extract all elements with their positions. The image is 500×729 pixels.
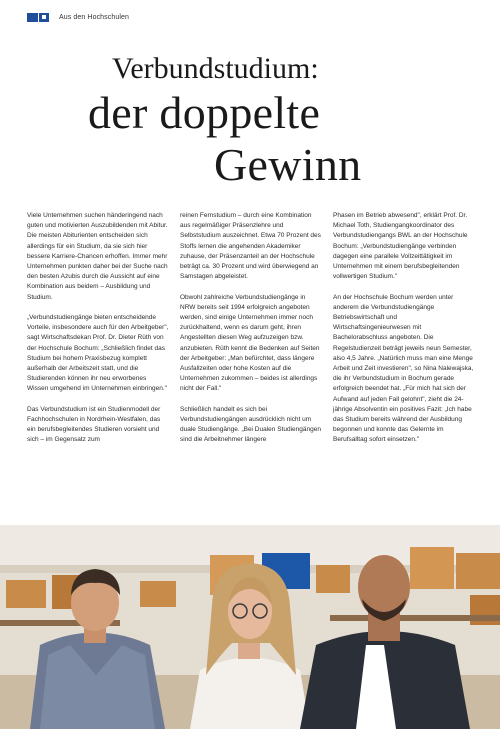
article-title [0, 52, 500, 192]
paragraph: „Verbundstudiengänge bieten entscheidende Vorteile, insbesondere auch für den Arbeitgeber", sagt Wirtschaftsdekan Prof. Dr. Dieter Rüth von der Hochschule Bochum: „Schließlich findet das Studium bei hohem Praxisbezug komplett außerhalb der Arbeitszeit statt, und die Studierenden können ihr neu erworbenes Wissen umgehend im Unternehmen einbringen." [27, 314, 169, 393]
photo-illustration [0, 525, 500, 729]
text-column-3 [333, 211, 475, 456]
paragraph: Obwohl zahlreiche Verbundstudiengänge in NRW bereits seit 1994 erfolgreich angeboten werden, sind einige Unternehmen immer noch zurückhaltend, wenn es darum geht, ihren Angestellten diesen Weg aufzuzeigen bzw. anzubieten. Rüth kennt die Bedenken auf Seiten der Arbeitgeber: „Man befürchtet, dass längere Ausfallzeiten oder hohe Kosten auf die Unternehmen zukommen – beides ist allerdings nicht der Fall." [180, 293, 320, 393]
text-column-1 [27, 211, 169, 456]
title-line-3: Gewinn [214, 139, 362, 190]
paragraph: Schließlich handelt es sich bei Verbundstudiengängen ausdrücklich nicht um duale Studiengänge. „Bei Dualen Studiengängen sind die Arbeitnehmer längere [180, 405, 321, 444]
page-header [27, 10, 129, 24]
title-line-2: der doppelte [88, 87, 321, 138]
paragraph: An der Hochschule Bochum werden unter anderem die Verbundstudiengänge Betriebswirtschaft und Wirtschaftsingenieurwesen mit Bachelorabschluss angeboten. Die Regelstudienzeit beträgt jeweils neun Semester, also 4,5 Jahre. „Natürlich muss man eine Menge Arbeit und Zeit investieren", so Nina Nalewajska, die ihr Verbundstudium in Bochum gerade erfolgreich beendet hat. „Für mich hat sich der Aufwand auf jeden Fall gelohnt", zieht die 24-jährige Absolventin ein positives Fazit: „Ich habe das Studium bereits während der Ausbildung begonnen und konnte das Gelernte im Berufsalltag sofort einsetzen." [333, 293, 474, 444]
classroom-photo [0, 525, 500, 729]
paragraph: Das Verbundstudium ist ein Studienmodell der Fachhochschulen in Nordrhein-Westfalen, das ein berufsbegleitendes Studieren vorsieht und sich – im Gegensatz zum [27, 405, 161, 444]
paragraph: reinen Fernstudium – durch eine Kombination aus regelmäßiger Präsenzlehre und Selbststudium auszeichnet. Etwa 70 Prozent des Stoffs lernen die angehenden Akademiker zuhause, der Präsenzanteil an der Hochschule beträgt ca. 30 Prozent und wird überwiegend an Samstagen abgeleistet. [180, 212, 321, 281]
paragraph: Viele Unternehmen suchen händeringend nach guten und motivierten Auszubildenden mit Abitur. Die meisten Abiturienten entscheiden sich allerdings für ein Studium, da sie sich hier bessere Karriere-Chancen erhoffen. Immer mehr Unternehmen punkten daher bei der Suche nach den besten Azubis durch die Aussicht auf eine Kombination aus beidem – Ausbildung und Studium. [27, 212, 168, 301]
section-label: Aus den Hochschulen [59, 13, 129, 21]
university-logo-icon [27, 13, 49, 22]
paragraph: Phasen im Betrieb abwesend", erklärt Prof. Dr. Michael Toth, Studiengangkoordinator des Verbundstudiengangs BWL an der Hochschule Bochum: „Verbundstudiengänge verbinden dagegen eine parallele Vollzeittätigkeit im Unternehmen mit einem berufsbegleitenden vollwertigen Studium." [333, 212, 468, 281]
title-line-1: Verbundstudium: [112, 52, 319, 85]
text-column-2 [180, 211, 322, 456]
